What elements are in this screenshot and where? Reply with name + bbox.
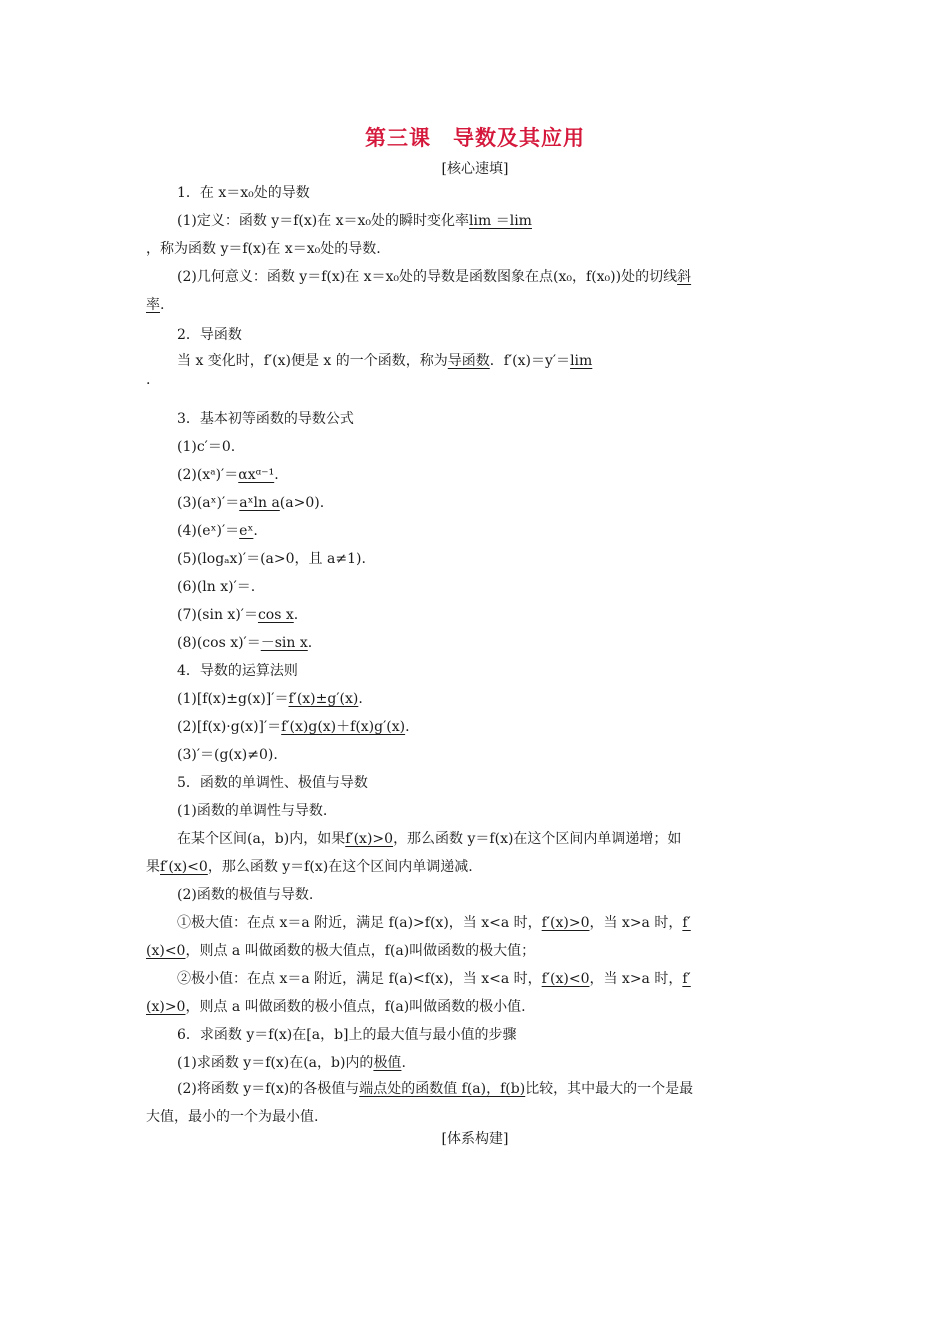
text-line [177,914,691,932]
text-line [177,578,255,596]
answer-blank: 导函数 [447,353,490,369]
answer-blank: f′ [682,971,691,987]
text-line [177,690,363,708]
text-line [146,296,164,314]
answer-blank: f′(x)>0 [541,915,590,931]
text-segment: 3．基本初等函数的导数公式 [177,411,354,427]
answer-blank: f′(x)g(x)＋f(x)g′(x) [281,719,406,735]
text-segment: ，则点 a 叫做函数的极小值点，f(a)叫做函数的极小值. [185,999,526,1015]
text-segment: ，则点 a 叫做函数的极大值点，f(a)叫做函数的极大值； [185,943,536,959]
text-segment: (1)定义：函数 y＝f(x)在 x＝x₀处的瞬时变化率 [177,213,470,229]
text-segment: (5)(logₐx)′＝(a>0，且 a≠1). [177,551,366,567]
text-segment: (3)(aˣ)′＝ [177,495,240,511]
text-line [177,746,278,764]
text-line [177,466,279,484]
text-segment: 5．函数的单调性、极值与导数 [177,775,368,791]
text-segment: ，当 x>a 时， [589,915,683,931]
text-line [177,438,235,456]
text-segment: (6)(ln x)′＝. [177,579,256,595]
text-line [177,970,691,988]
text-line [177,352,592,370]
stray-dot: . [146,372,151,388]
text-segment: (2)[f(x)·g(x)]′＝ [177,719,282,735]
answer-blank: αxᵅ⁻¹ [238,467,275,483]
text-line [177,634,312,652]
text-segment: (1)函数的单调性与导数. [177,803,328,819]
text-line [146,1108,318,1126]
text-segment: (3)′＝(g(x)≠0). [177,747,278,763]
text-line [177,774,368,792]
text-segment: . [274,467,279,483]
text-segment: . [307,635,313,651]
text-line [177,1054,406,1072]
answer-blank: 端点处的函数值 f(a)，f(b) [359,1081,526,1097]
text-line [177,212,532,230]
text-segment: ．f′(x)＝y′＝ [489,353,571,369]
answer-blank: f′(x)<0 [160,859,208,875]
answer-blank: eˣ [239,523,254,539]
text-line [177,494,324,512]
text-segment: (2)将函数 y＝f(x)的各极值与 [177,1081,360,1097]
text-line [177,326,242,344]
text-segment: (2)(xᵃ)′＝ [177,467,239,483]
text-segment: (7)(sin x)′＝ [177,607,258,623]
text-segment: 1．在 x＝x₀处的导数 [177,185,310,201]
text-segment: . [293,607,299,623]
text-line [177,410,354,428]
answer-blank: f′(x)<0 [541,971,590,987]
text-line [177,830,681,848]
text-segment: 比较，其中最大的一个是最 [525,1081,694,1097]
text-segment: 4．导数的运算法则 [177,663,298,679]
text-segment: ，称为函数 y＝f(x)在 x＝x₀处的导数. [146,241,381,257]
text-segment: . [253,523,258,539]
answer-blank: f′(x)±g′(x) [288,691,359,707]
text-segment: (a>0). [279,495,325,511]
text-segment: 果 [146,859,160,875]
text-line [146,998,526,1016]
text-line [177,718,410,736]
text-line [177,662,298,680]
text-line [177,184,310,202]
page-title: 第三课 导数及其应用 [365,126,585,150]
text-segment: (1)求函数 y＝f(x)在(a，b)内的 [177,1055,374,1071]
answer-blank: f′ [682,915,691,931]
text-segment: (1)c′＝0. [177,439,236,455]
text-line [146,942,535,960]
answer-blank: (x)>0 [146,999,186,1015]
text-segment: ②极小值：在点 x＝a 附近，满足 f(a)<f(x)，当 x<a 时， [177,971,542,987]
text-segment: 大值，最小的一个为最小值. [146,1109,319,1125]
text-line [177,802,327,820]
text-segment: . [405,719,410,735]
text-segment: . [160,297,165,313]
text-segment: . [401,1055,406,1071]
text-segment: (1)[f(x)±g(x)]′＝ [177,691,289,707]
section-heading-system: [体系构建] [441,1131,509,1147]
text-segment: 当 x 变化时，f′(x)便是 x 的一个函数，称为 [177,353,448,369]
answer-blank: (x)<0 [146,943,186,959]
answer-blank: cos x [257,607,294,623]
text-line [177,1026,517,1044]
text-line [177,268,691,286]
text-segment: 2．导函数 [177,327,242,343]
answer-blank: 率 [146,297,160,313]
text-line [177,550,366,568]
text-segment: (8)(cos x)′＝ [177,635,261,651]
text-line [177,522,258,540]
answer-blank: aˣln a [239,495,280,511]
answer-blank: lim [570,353,593,369]
text-line [177,1080,693,1098]
answer-blank: 斜 [677,269,692,285]
text-line [146,858,473,876]
text-segment: ①极大值：在点 x＝a 附近，满足 f(a)>f(x)，当 x<a 时， [177,915,542,931]
text-segment: ，那么函数 y＝f(x)在这个区间内单调递减. [207,859,473,875]
answer-blank: lim ＝lim [469,213,532,229]
text-line [177,606,298,624]
section-heading-core: [核心速填] [441,161,509,177]
text-segment: (2)几何意义：函数 y＝f(x)在 x＝x₀处的导数是函数图象在点(x₀，f(x₀))处的切线 [177,269,678,285]
text-segment: (4)(eˣ)′＝ [177,523,240,539]
text-segment: 6．求函数 y＝f(x)在[a，b]上的最大值与最小值的步骤 [177,1027,517,1043]
text-line [146,240,381,258]
text-segment: . [358,691,363,707]
text-segment: ，当 x>a 时， [589,971,683,987]
text-segment: ，那么函数 y＝f(x)在这个区间内单调递增；如 [393,831,682,847]
answer-blank: 极值 [373,1055,402,1071]
text-line [177,886,313,904]
answer-blank: f′(x)>0 [345,831,394,847]
answer-blank: －sin x [260,635,308,651]
text-segment: (2)函数的极值与导数. [177,887,314,903]
text-segment: 在某个区间(a，b)内，如果 [177,831,346,847]
